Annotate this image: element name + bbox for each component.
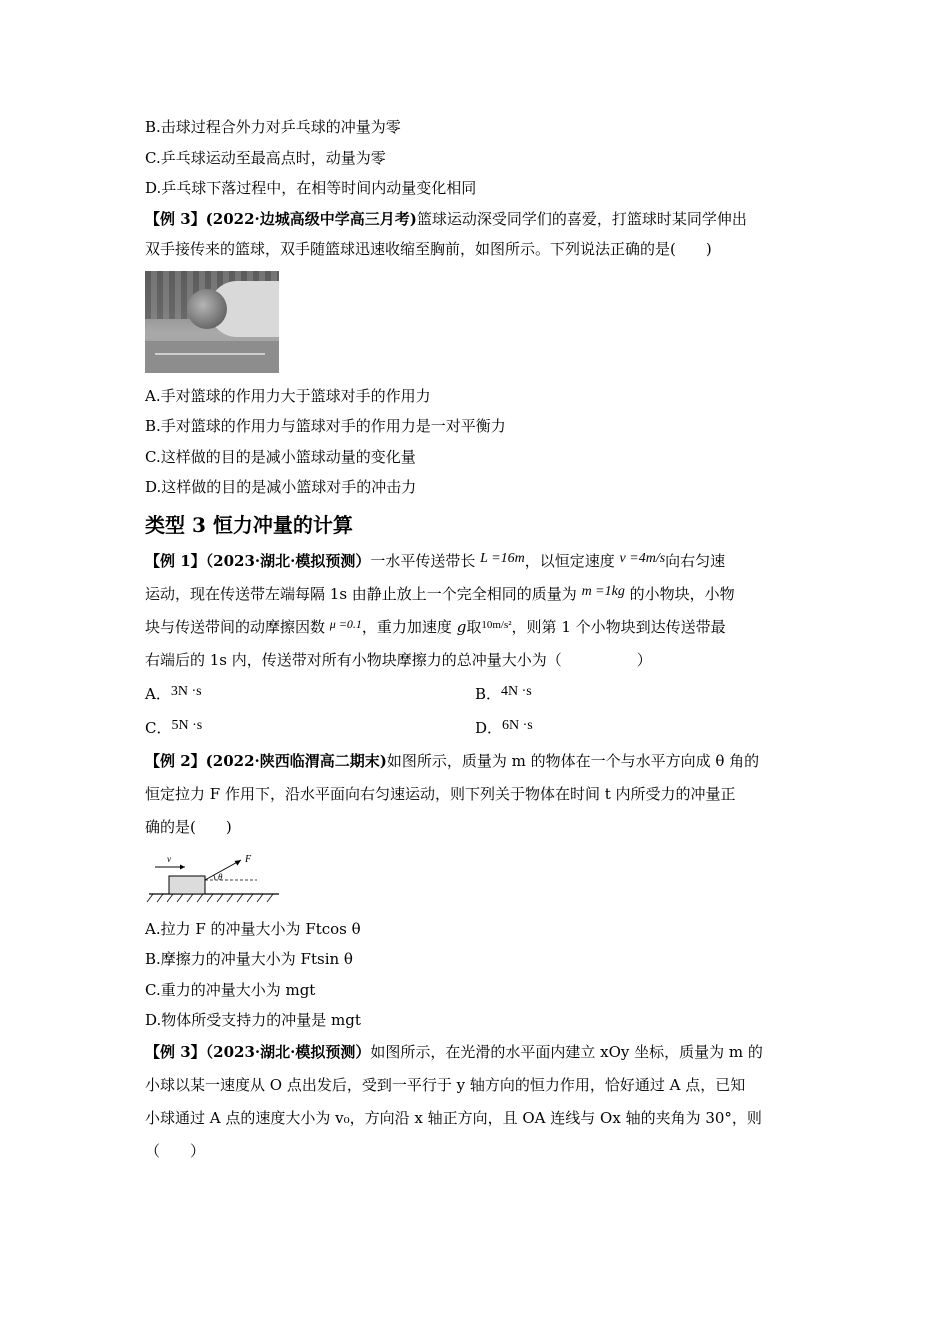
velocity-arrowhead xyxy=(180,864,185,869)
option-label: C． xyxy=(145,718,172,737)
prev-option-d: D.乒乓球下落过程中，在相等时间内动量变化相同 xyxy=(145,179,477,197)
example1-text: ，则第 1 个小物块到达传送带最 xyxy=(511,617,726,636)
option-value: 6N ·s xyxy=(502,717,533,733)
velocity-label: v xyxy=(167,853,171,864)
photo-floor xyxy=(145,341,279,373)
example3b-line1 xyxy=(145,1036,810,1069)
option-label: D． xyxy=(475,718,503,737)
example3b-tag: 【例 3】（2023·湖北·模拟预测） xyxy=(145,1042,371,1061)
example3a-tag: 【例 3】(2022·边城高级中学高三月考) xyxy=(145,209,417,228)
block xyxy=(169,876,205,894)
example1-options-row1 xyxy=(145,677,810,711)
example1-text: ，重力加速度 xyxy=(361,617,452,636)
prev-option-c: C.乒乓球运动至最高点时，动量为零 xyxy=(145,148,386,167)
example1-line1 xyxy=(145,545,810,578)
example1-text: 块与传送带间的动摩擦因数 xyxy=(145,617,326,636)
prev-option-b: B.击球过程合外力对乒乓球的冲量为零 xyxy=(145,118,401,136)
example1-line2 xyxy=(145,578,810,611)
option-value: 3N ·s xyxy=(170,683,202,699)
document-page xyxy=(145,112,810,1168)
section-heading: 类型 3 恒力冲量的计算 xyxy=(145,512,353,537)
gravity-value: 10m/s² xyxy=(481,618,512,631)
example2-line1 xyxy=(145,745,810,778)
option-label: B． xyxy=(475,684,502,703)
example3b-line2: 小球以某一速度从 O 点出发后，受到一平行于 y 轴方向的恒力作用，恰好通过 A 点，已知 xyxy=(145,1075,746,1094)
example3a-option-a: A.手对篮球的作用力大于篮球对手的作用力 xyxy=(145,386,431,405)
basketball-photo xyxy=(145,271,279,373)
example1-line3 xyxy=(145,611,810,644)
angle-arc xyxy=(214,875,215,880)
example3b-line3: 小球通过 A 点的速度大小为 v₀，方向沿 x 轴正方向，且 OA 连线与 Ox 轴的夹角为 30°，则 xyxy=(145,1108,762,1127)
example1-text: 的小物块，小物 xyxy=(629,584,735,603)
example1-text: 一水平传送带长 xyxy=(370,551,476,570)
example1-text: 取 xyxy=(466,617,482,636)
example1-option-d xyxy=(475,711,805,745)
option-label: A． xyxy=(145,684,171,703)
example1-option-b xyxy=(475,677,805,711)
gravity-symbol: g xyxy=(456,617,467,636)
mass-value: m =1kg xyxy=(581,583,625,599)
option-value: 5N ·s xyxy=(171,717,203,733)
example1-text: ，以恒定速度 xyxy=(524,551,615,570)
force-diagram xyxy=(145,850,285,906)
example2 xyxy=(145,745,810,844)
example3a-option-c: C.这样做的目的是减小篮球动量的变化量 xyxy=(145,447,416,466)
example3b-line4: （ ） xyxy=(145,1141,206,1160)
example3a-line1 xyxy=(145,204,810,235)
example3a-text: 篮球运动深受同学们的喜爱，打篮球时某同学伸出 xyxy=(416,209,747,228)
speed-value: v =4m/s xyxy=(619,550,666,566)
example2-option-b: B.摩擦力的冲量大小为 Ftsin θ xyxy=(145,950,353,968)
option-value: 4N ·s xyxy=(501,683,532,699)
example2-line3: 确的是( ) xyxy=(145,817,232,836)
example3b xyxy=(145,1036,810,1168)
example1-tag: 【例 1】（2023·湖北·模拟预测） xyxy=(145,551,371,570)
friction-coefficient: μ =0.1 xyxy=(329,616,362,631)
example3a-option-b: B.手对篮球的作用力与篮球对手的作用力是一对平衡力 xyxy=(145,417,506,435)
length-value: L =16m xyxy=(480,550,525,566)
example1 xyxy=(145,545,810,677)
example1-option-c xyxy=(145,711,475,745)
example1-options-row2 xyxy=(145,711,810,745)
example3b-text: 如图所示，在光滑的水平面内建立 xOy 坐标，质量为 m 的 xyxy=(370,1042,763,1061)
example2-tag: 【例 2】(2022·陕西临渭高二期末) xyxy=(145,751,387,770)
photo-court-line xyxy=(155,353,265,355)
example2-line2: 恒定拉力 F 作用下，沿水平面向右匀速运动，则下列关于物体在时间 t 内所受力的冲量正 xyxy=(145,784,736,803)
example2-option-d: D.物体所受支持力的冲量是 mgt xyxy=(145,1011,361,1029)
force-arrow xyxy=(205,860,241,880)
example2-option-c: C.重力的冲量大小为 mgt xyxy=(145,980,316,999)
example1-text: 运动，现在传送带左端每隔 1s 由静止放上一个完全相同的质量为 xyxy=(145,584,577,603)
example3a-option-d: D.这样做的目的是减小篮球对手的冲击力 xyxy=(145,478,417,496)
example3a-line2: 双手接传来的篮球，双手随篮球迅速收缩至胸前，如图所示。下列说法正确的是( ) xyxy=(145,240,712,258)
force-label: F xyxy=(245,853,252,865)
example1-text: 向右匀速 xyxy=(665,551,726,570)
example1-option-a xyxy=(145,677,475,711)
angle-label: θ xyxy=(218,871,223,882)
ground-hatching xyxy=(147,894,273,902)
photo-basketball xyxy=(187,289,227,329)
example1-line4: 右端后的 1s 内，传送带对所有小物块摩擦力的总冲量大小为（ ） xyxy=(145,650,652,669)
example2-option-a: A.拉力 F 的冲量大小为 Ftcos θ xyxy=(145,919,361,938)
example2-text: 如图所示，质量为 m 的物体在一个与水平方向成 θ 角的 xyxy=(386,751,760,770)
